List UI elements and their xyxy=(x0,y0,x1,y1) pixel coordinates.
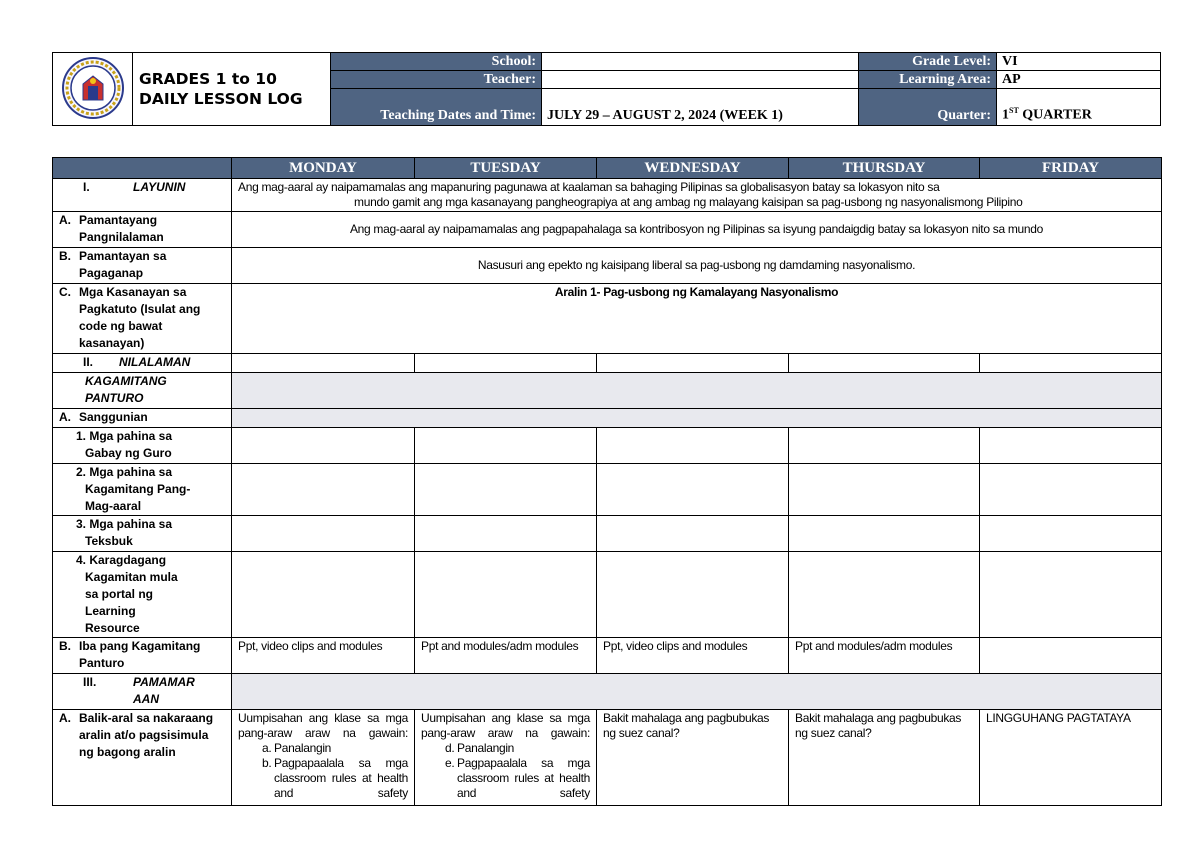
iba-pang-wednesday: Ppt, video clips and modules xyxy=(597,638,789,674)
row-marker: A. xyxy=(59,410,71,424)
day-header-blank xyxy=(53,158,232,179)
list-item-text: Pagpapaalala sa mga classroom rules at health and safety xyxy=(457,756,590,800)
table-row xyxy=(53,179,1162,212)
row-label-balik-aral xyxy=(53,710,232,806)
row-marker: C. xyxy=(59,285,71,299)
nilalaman-wednesday xyxy=(597,354,789,373)
row-label-text: Iba pang Kagamitang Panturo xyxy=(79,639,201,670)
deped-seal-logo xyxy=(53,53,133,126)
row-marker: I. xyxy=(83,180,90,194)
balik-aral-wednesday: Bakit mahalaga ang pagbubukas ng suez canal? xyxy=(597,710,789,806)
balik-aral-monday-list xyxy=(238,741,408,801)
iba-pang-thursday: Ppt and modules/adm modules xyxy=(789,638,980,674)
row-label-nilalaman xyxy=(53,354,232,373)
kasanayan-content: Aralin 1- Pag-usbong ng Kamalayang Nasyonalismo xyxy=(232,284,1162,354)
layunin-line-2: mundo gamit ang mga kasanayang pangheograpiya at ang ambag ng malayang kaisipan sa pag-usbong ng nasyonalismong Pilipino xyxy=(354,195,1023,209)
kagamitang-panturo-content xyxy=(232,373,1162,409)
cell xyxy=(232,464,415,516)
list-item xyxy=(238,756,408,801)
teacher-value xyxy=(542,71,859,89)
cell xyxy=(415,516,597,552)
learning-area-value: AP xyxy=(997,71,1161,89)
cell xyxy=(597,516,789,552)
cell xyxy=(980,464,1162,516)
row-label-text: Balik-aral sa nakaraang aralin at/o pagsisimula ng bagong aralin xyxy=(79,711,214,759)
table-row xyxy=(53,516,1162,552)
cell xyxy=(789,428,980,464)
day-header-tuesday: TUESDAY xyxy=(415,158,597,179)
sanggunian-content xyxy=(232,409,1162,428)
lesson-log-table xyxy=(52,157,1162,806)
row-label-text: NILALAMAN xyxy=(119,355,191,369)
table-row xyxy=(53,409,1162,428)
row-label-text: Pamantayan sa Pagaganap xyxy=(79,249,167,280)
quarter-ordinal: ST xyxy=(1009,106,1019,116)
cell xyxy=(415,428,597,464)
cell xyxy=(597,464,789,516)
cell xyxy=(789,516,980,552)
list-item-marker: d. xyxy=(445,741,455,755)
layunin-content xyxy=(232,179,1162,212)
row-label-text: Mga Kasanayan sa Pagkatuto (Isulat ang code ng bawat kasanayan) xyxy=(79,285,201,350)
balik-aral-friday: LINGGUHANG PAGTATAYA xyxy=(980,710,1162,806)
table-row xyxy=(53,428,1162,464)
row-label-kasanayan xyxy=(53,284,232,354)
balik-aral-tuesday-list xyxy=(421,741,590,801)
table-row xyxy=(53,552,1162,638)
row-label-teksbuk xyxy=(53,516,232,552)
balik-aral-monday xyxy=(232,710,415,806)
balik-aral-tuesday-intro: Uumpisahan ang klase sa mga pang-araw araw na gawain: xyxy=(421,711,590,740)
title-line-1: GRADES 1 to 10 xyxy=(139,70,277,88)
list-item-marker: b. xyxy=(262,756,272,770)
cell xyxy=(232,552,415,638)
row-label-text: PAMAMARAAN xyxy=(133,675,195,706)
teacher-label: Teacher: xyxy=(331,71,542,89)
cell xyxy=(415,464,597,516)
quarter-value xyxy=(997,89,1161,126)
row-label-text: LAYUNIN xyxy=(133,180,186,194)
row-label-karagdagang-kagamitan xyxy=(53,552,232,638)
table-row xyxy=(53,710,1162,806)
deped-seal-icon xyxy=(61,56,125,120)
row-label-kagamitang-panturo xyxy=(53,373,232,409)
row-marker: III. xyxy=(83,675,97,689)
row-label-gabay-guro xyxy=(53,428,232,464)
row-marker: B. xyxy=(59,249,71,263)
row-label-kagamitang-mag-aaral xyxy=(53,464,232,516)
cell xyxy=(980,516,1162,552)
teaching-dates-value: JULY 29 – AUGUST 2, 2024 (WEEK 1) xyxy=(542,89,859,126)
quarter-number: 1 xyxy=(1002,108,1009,123)
row-label-text: Pamantayang Pangnilalaman xyxy=(79,213,164,244)
list-item xyxy=(238,741,408,756)
day-header-thursday: THURSDAY xyxy=(789,158,980,179)
table-row xyxy=(53,373,1162,409)
iba-pang-tuesday: Ppt and modules/adm modules xyxy=(415,638,597,674)
title-line-2: DAILY LESSON LOG xyxy=(139,90,303,108)
row-label-pamantayan-pagaganap xyxy=(53,248,232,284)
row-label-text: Sanggunian xyxy=(79,410,148,424)
row-label-sanggunian xyxy=(53,409,232,428)
learning-area-label: Learning Area: xyxy=(859,71,997,89)
cell xyxy=(415,552,597,638)
row-marker: A. xyxy=(59,711,71,725)
row-label-pamantayang-pangnilalaman xyxy=(53,212,232,248)
row-label-text: 4. Karagdagang Kagamitan mula sa portal ng Learning Resource xyxy=(76,553,178,635)
iba-pang-friday xyxy=(980,638,1162,674)
nilalaman-friday xyxy=(980,354,1162,373)
row-label-text: 3. Mga pahina sa Teksbuk xyxy=(76,517,173,548)
list-item xyxy=(421,756,590,801)
school-value xyxy=(542,53,859,71)
row-label-pamamaraan xyxy=(53,674,232,710)
day-header-wednesday: WEDNESDAY xyxy=(597,158,789,179)
pamantayang-pangnilalaman-content: Ang mag-aaral ay naipamamalas ang pagpapahalaga sa kontribosyon ng Pilipinas sa isyung pandaigdig batay sa lokasyon nito sa mundo xyxy=(232,212,1162,248)
pamamaraan-content xyxy=(232,674,1162,710)
row-marker: A. xyxy=(59,213,71,227)
cell xyxy=(232,516,415,552)
page-title xyxy=(133,53,331,126)
header-table xyxy=(52,52,1161,126)
cell xyxy=(597,552,789,638)
list-item-marker: e. xyxy=(445,756,455,770)
day-header-monday: MONDAY xyxy=(232,158,415,179)
day-header-friday: FRIDAY xyxy=(980,158,1162,179)
school-label: School: xyxy=(331,53,542,71)
row-label-text: 1. Mga pahina sa Gabay ng Guro xyxy=(76,429,173,460)
cell xyxy=(597,428,789,464)
list-item-text: Pagpapaalala sa mga classroom rules at health and safety xyxy=(274,756,408,800)
list-item-marker: a. xyxy=(262,741,272,755)
table-row xyxy=(53,638,1162,674)
teaching-dates-label: Teaching Dates and Time: xyxy=(331,89,542,126)
list-item-text: Panalangin xyxy=(274,741,332,755)
nilalaman-tuesday xyxy=(415,354,597,373)
grade-level-value: VI xyxy=(997,53,1161,71)
nilalaman-monday xyxy=(232,354,415,373)
row-marker: II. xyxy=(83,355,94,369)
table-row xyxy=(53,284,1162,354)
quarter-suffix: QUARTER xyxy=(1018,108,1092,123)
table-row xyxy=(53,354,1162,373)
cell xyxy=(789,464,980,516)
cell xyxy=(980,552,1162,638)
table-row xyxy=(53,212,1162,248)
list-item-text: Panalangin xyxy=(457,741,515,755)
layunin-line-1: Ang mag-aaral ay naipamamalas ang mapanuring pagunawa at kaalaman sa bahaging Pilipinas sa globalisasyon batay sa lokasyon nito sa xyxy=(238,180,940,194)
cell xyxy=(980,428,1162,464)
balik-aral-monday-intro: Uumpisahan ang klase sa mga pang-araw araw na gawain: xyxy=(238,711,408,740)
cell xyxy=(789,552,980,638)
row-label-layunin xyxy=(53,179,232,212)
grade-level-label: Grade Level: xyxy=(859,53,997,71)
iba-pang-monday: Ppt, video clips and modules xyxy=(232,638,415,674)
balik-aral-thursday: Bakit mahalaga ang pagbubukas ng suez canal? xyxy=(789,710,980,806)
row-label-text: KAGAMITANG PANTURO xyxy=(85,374,167,405)
row-marker: B. xyxy=(59,639,71,653)
table-row xyxy=(53,464,1162,516)
quarter-label: Quarter: xyxy=(859,89,997,126)
balik-aral-tuesday xyxy=(415,710,597,806)
cell xyxy=(232,428,415,464)
list-item xyxy=(421,741,590,756)
table-row xyxy=(53,674,1162,710)
nilalaman-thursday xyxy=(789,354,980,373)
row-label-iba-pang-kagamitang xyxy=(53,638,232,674)
table-row xyxy=(53,248,1162,284)
row-label-text: 2. Mga pahina sa Kagamitang Pang-Mag-aaral xyxy=(76,465,191,513)
pamantayan-pagaganap-content: Nasusuri ang epekto ng kaisipang liberal sa pag-usbong ng damdaming nasyonalismo. xyxy=(232,248,1162,284)
